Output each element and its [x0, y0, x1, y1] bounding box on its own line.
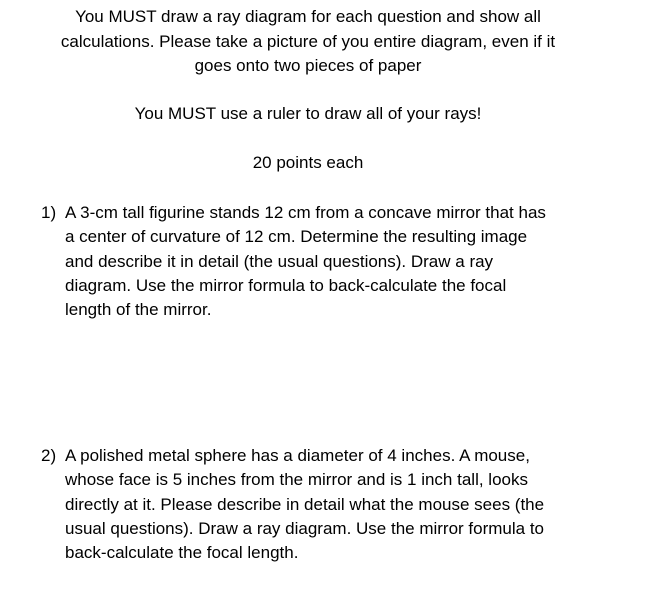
question-line: length of the mirror.	[65, 300, 212, 320]
question-line: and describe it in detail (the usual questions). Draw a ray	[65, 251, 494, 271]
question-line: back-calculate the focal length.	[65, 543, 299, 563]
ruler-note: You MUST use a ruler to draw all of your rays!	[134, 104, 482, 123]
intro-line: calculations. Please take a picture of you entire diagram, even if it	[60, 31, 556, 51]
question-line: directly at it. Please describe in detail what the mouse sees (the	[65, 494, 545, 514]
question-text	[65, 444, 621, 565]
question-line: usual questions). Draw a ray diagram. Use the mirror formula to	[65, 518, 545, 538]
question-line: whose face is 5 inches from the mirror and is 1 inch tall, looks	[65, 470, 528, 490]
points-note: 20 points each	[252, 153, 364, 172]
intro-line: goes onto two pieces of paper	[194, 56, 422, 75]
question-line: A 3-cm tall figurine stands 12 cm from a concave mirror that has	[65, 203, 546, 222]
instructions-intro	[0, 5, 616, 79]
intro-line: You MUST draw a ray diagram for each question and show all	[75, 7, 541, 26]
question-number: 2)	[41, 446, 57, 465]
question-1	[41, 201, 621, 322]
question-number: 1)	[41, 203, 57, 222]
question-text	[65, 201, 621, 322]
question-line: diagram. Use the mirror formula to back-calculate the focal	[65, 275, 507, 295]
question-line: a center of curvature of 12 cm. Determine the resulting image	[65, 227, 528, 247]
question-2	[41, 444, 621, 565]
question-line: A polished metal sphere has a diameter of 4 inches. A mouse,	[65, 446, 530, 465]
